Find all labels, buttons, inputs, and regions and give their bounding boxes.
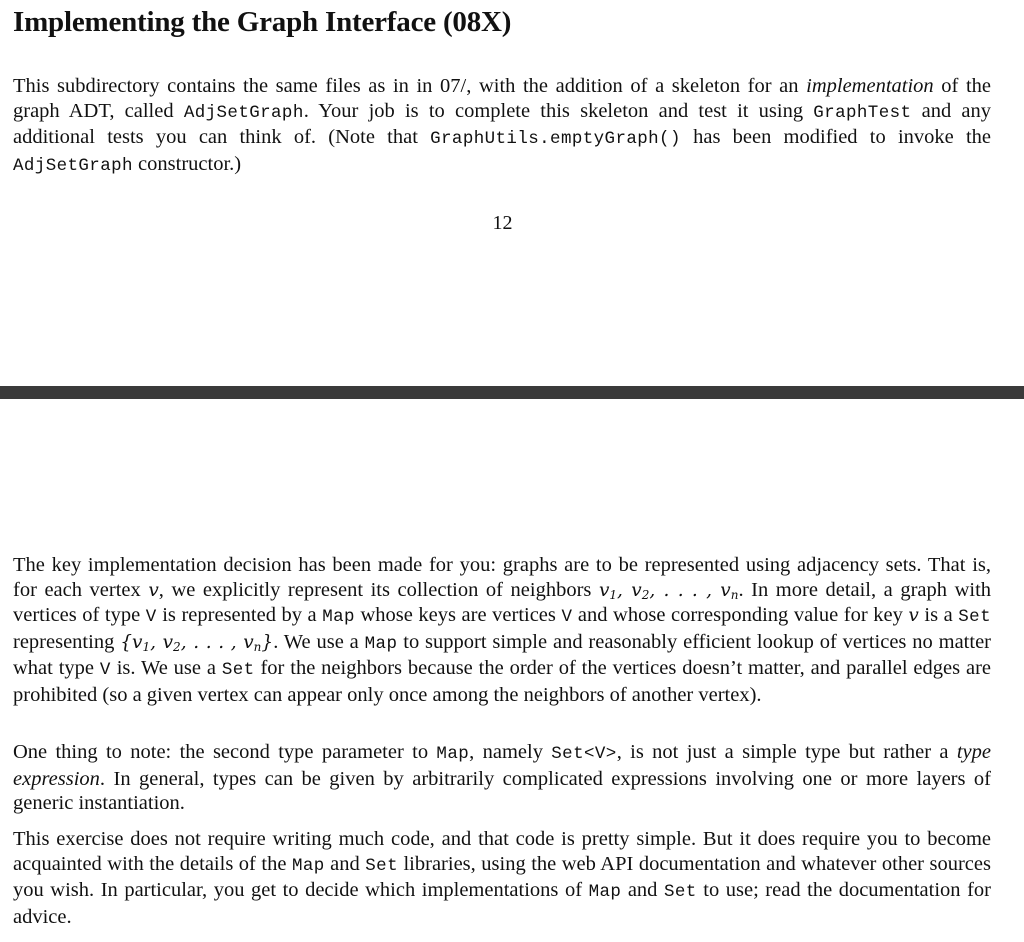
code-graphtest: GraphTest [813,102,912,123]
neighbor-sequence: $v_1$, $v_2$, . . . , $v_n$ [598,579,739,602]
page-number: 12 [492,212,513,234]
code-adjsetgraph: AdjSetGraph [13,155,133,176]
code-adjsetgraph: AdjSetGraph [183,102,304,123]
page-divider [0,386,1024,399]
code-emptygraph: GraphUtils.emptyGraph() [430,129,681,150]
implementation-paragraph: The key implementation decision has been made for you: graphs are to be represented using adjacency sets. That is, for each vertex v, we explicitly represent its collection of neighbors $v_1$, $v_2$, . . . , $v_n$. In more detail, a graph with vertices of type V is represented by a Map whose keys are vertices V and whose corresponding value for key v is a Set representing {$v_1$, $v_2$, . . . , $v_n$}. We use a Map to support simple and reasonably efficient lookup of vertices no matter what type V is. We use a Set for the neighbors because the order of the vertices doesn’t matter, and parallel edges are prohibited (so a given vertex can appear only once among the neighbors of another vertex). [13,554,992,706]
section-title: Implementing the Graph Interface (08X) [13,6,512,38]
intro-paragraph: This subdirectory contains the same files as in in 07/, with the addition of a skeleton for an implementation of the graph ADT, called AdjSetGraph. Your job is to complete this skeleton and test it using GraphTest and any additional tests you can think of. (Note that GraphUtils.emptyGraph() has been modified to invoke the AdjSetGraph constructor.) [13,75,992,176]
type-expression-paragraph: One thing to note: the second type parameter to Map, namely Set<V>, is not just a simple type but rather a type expression. In general, types can be given by arbitrarily complicated expressions involving one or more layers of generic instantiation. [13,741,991,815]
neighbor-set: {$v_1$, $v_2$, . . . , $v_n$} [120,631,274,654]
exercise-paragraph: This exercise does not require writing much code, and that code is pretty simple. But it does require you to become acquainted with the details of the Map and Set libraries, using the web API documentation and whatever other sources you wish. In particular, you get to decide which implementations of Map and Set to use; read the documentation for advice. [13,828,991,928]
